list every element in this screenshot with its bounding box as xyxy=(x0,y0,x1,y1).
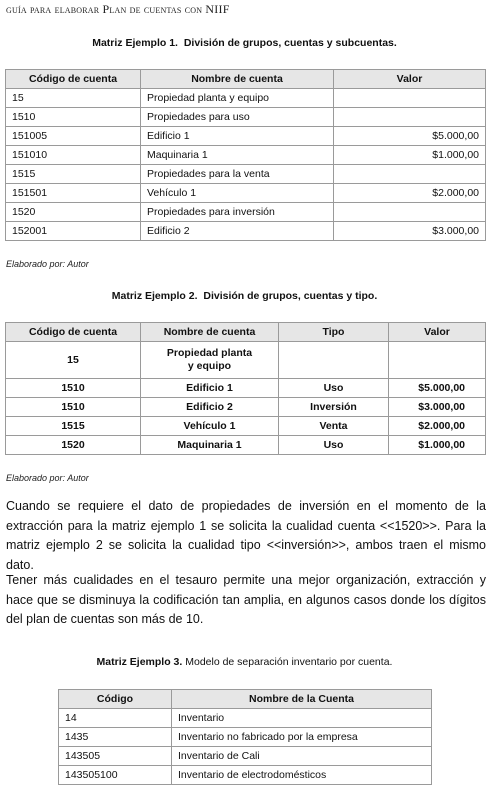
table-row xyxy=(59,766,432,785)
matriz2-table xyxy=(5,322,486,455)
cell-nombre: Inventario xyxy=(172,709,432,728)
matriz3-caption xyxy=(0,656,489,668)
matriz1-header-row xyxy=(6,70,486,89)
cell-nombre: Vehículo 1 xyxy=(141,417,279,436)
cell-valor: $5.000,00 xyxy=(334,127,486,146)
cell-codigo: 1510 xyxy=(6,398,141,417)
cell-nombre: Edificio 2 xyxy=(141,222,334,241)
column-header-valor: Valor xyxy=(334,70,486,89)
cell-codigo: 15 xyxy=(6,89,141,108)
cell-codigo: 143505100 xyxy=(59,766,172,785)
matriz2-caption-text: División de grupos, cuentas y tipo. xyxy=(203,290,378,302)
cell-valor xyxy=(334,165,486,184)
table-row xyxy=(59,747,432,766)
cell-codigo: 14 xyxy=(59,709,172,728)
column-header-tipo: Tipo xyxy=(279,323,389,342)
cell-nombre: Maquinaria 1 xyxy=(141,436,279,455)
matriz2-source-note: Elaborado por: Autor xyxy=(6,473,89,483)
table-row xyxy=(6,203,486,222)
cell-codigo: 151501 xyxy=(6,184,141,203)
cell-valor: $1.000,00 xyxy=(389,436,486,455)
matriz2-caption-label: Matriz Ejemplo 2. xyxy=(111,290,198,302)
table-row xyxy=(6,342,486,379)
cell-nombre: Propiedad planta y equipo xyxy=(141,89,334,108)
table-row xyxy=(6,184,486,203)
cell-codigo: 15 xyxy=(6,342,141,379)
cell-codigo: 1435 xyxy=(59,728,172,747)
cell-codigo: 1520 xyxy=(6,203,141,222)
cell-tipo: Uso xyxy=(279,379,389,398)
table-row xyxy=(6,165,486,184)
table-row xyxy=(6,398,486,417)
matriz2-header-row xyxy=(6,323,486,342)
cell-nombre: Inventario de Cali xyxy=(172,747,432,766)
cell-valor: $2.000,00 xyxy=(389,417,486,436)
cell-valor xyxy=(334,89,486,108)
cell-nombre xyxy=(141,342,279,379)
cell-nombre: Propiedades para inversión xyxy=(141,203,334,222)
table-row xyxy=(6,108,486,127)
matriz3-caption-text: Modelo de separación inventario por cuenta. xyxy=(185,656,393,668)
cell-nombre: Inventario no fabricado por la empresa xyxy=(172,728,432,747)
table-row xyxy=(6,146,486,165)
matriz3-table xyxy=(58,689,432,785)
column-header-codigo: Código xyxy=(59,690,172,709)
cell-valor xyxy=(334,203,486,222)
cell-valor: $5.000,00 xyxy=(389,379,486,398)
cell-codigo: 1510 xyxy=(6,108,141,127)
cell-codigo: 151010 xyxy=(6,146,141,165)
body-paragraph-1: Cuando se requiere el dato de propiedades de inversión en el momento de la extracción para la matriz ejemplo 1 se solicita la cualidad cuenta <<1520>>. Para la matriz ejemplo 2 se solicita la cualidad tipo <<inversión>>, ambos traen el mismo dato. xyxy=(6,499,486,572)
matriz3-caption-label: Matriz Ejemplo 3. xyxy=(96,656,183,668)
cell-codigo: 1515 xyxy=(6,417,141,436)
cell-tipo xyxy=(279,342,389,379)
column-header-codigo: Código de cuenta xyxy=(6,323,141,342)
cell-nombre: Edificio 1 xyxy=(141,379,279,398)
cell-codigo: 1520 xyxy=(6,436,141,455)
cell-codigo: 152001 xyxy=(6,222,141,241)
column-header-nombre: Nombre de la Cuenta xyxy=(172,690,432,709)
cell-nombre: Edificio 2 xyxy=(141,398,279,417)
cell-codigo: 143505 xyxy=(59,747,172,766)
column-header-nombre: Nombre de cuenta xyxy=(141,323,279,342)
matriz1-table xyxy=(5,69,486,241)
cell-tipo: Inversión xyxy=(279,398,389,417)
running-header: guía para elaborar Plan de cuentas con NIIF xyxy=(6,2,230,16)
cell-nombre: Inventario de electrodomésticos xyxy=(172,766,432,785)
table-row xyxy=(6,127,486,146)
matriz1-caption-label: Matriz Ejemplo 1. xyxy=(92,37,178,49)
cell-nombre: Propiedades para la venta xyxy=(141,165,334,184)
cell-nombre-line2: y equipo xyxy=(187,360,232,372)
cell-valor: $3.000,00 xyxy=(389,398,486,417)
cell-nombre-line1: Propiedad planta xyxy=(166,347,253,359)
cell-codigo: 151005 xyxy=(6,127,141,146)
table-row xyxy=(6,222,486,241)
table-row xyxy=(6,379,486,398)
cell-tipo: Uso xyxy=(279,436,389,455)
table-row xyxy=(6,417,486,436)
cell-nombre: Propiedades para uso xyxy=(141,108,334,127)
table-row xyxy=(6,89,486,108)
cell-valor: $3.000,00 xyxy=(334,222,486,241)
cell-valor xyxy=(389,342,486,379)
cell-valor: $1.000,00 xyxy=(334,146,486,165)
table-row xyxy=(59,709,432,728)
column-header-nombre: Nombre de cuenta xyxy=(141,70,334,89)
cell-nombre: Edificio 1 xyxy=(141,127,334,146)
cell-codigo: 1510 xyxy=(6,379,141,398)
cell-tipo: Venta xyxy=(279,417,389,436)
matriz1-caption-text: División de grupos, cuentas y subcuentas. xyxy=(183,37,397,49)
table-row xyxy=(6,436,486,455)
matriz2-caption xyxy=(0,290,489,302)
cell-valor xyxy=(334,108,486,127)
body-paragraph-2: Tener más cualidades en el tesauro permite una mejor organización, extracción y hace que se disminuya la codificación tan amplia, en algunos casos donde los dígitos del plan de cuentas son más de 10. xyxy=(6,573,486,626)
column-header-valor: Valor xyxy=(389,323,486,342)
cell-nombre: Vehículo 1 xyxy=(141,184,334,203)
table-row xyxy=(59,728,432,747)
matriz3-header-row xyxy=(59,690,432,709)
matriz1-caption xyxy=(0,37,489,49)
cell-codigo: 1515 xyxy=(6,165,141,184)
column-header-codigo: Código de cuenta xyxy=(6,70,141,89)
matriz1-source-note: Elaborado por: Autor xyxy=(6,259,89,269)
cell-valor: $2.000,00 xyxy=(334,184,486,203)
cell-nombre: Maquinaria 1 xyxy=(141,146,334,165)
